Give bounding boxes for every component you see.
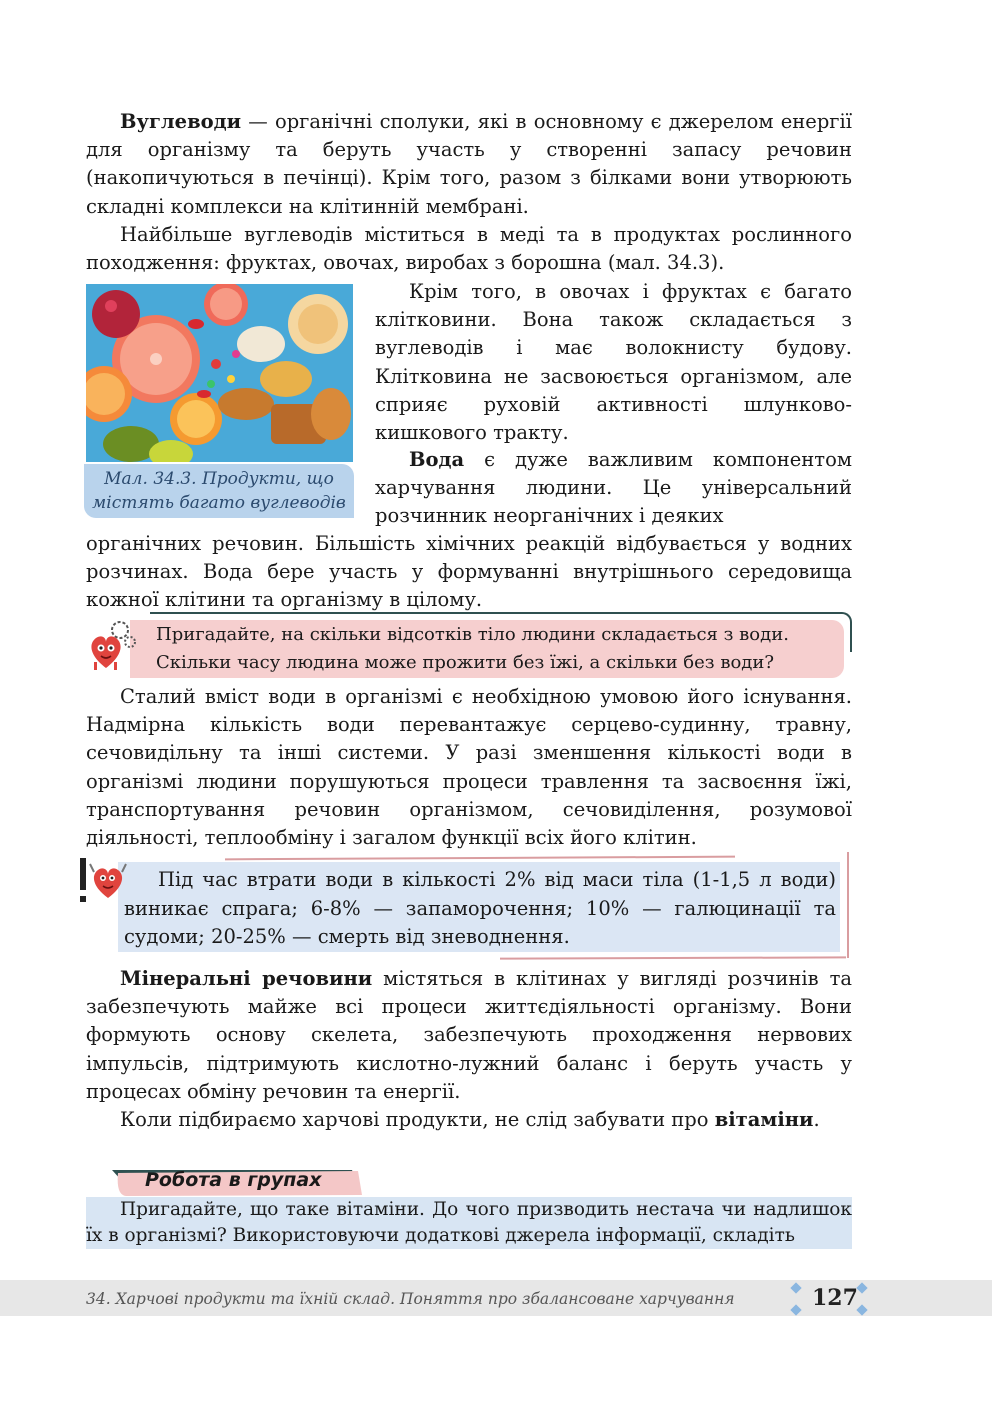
paragraph-water-intro: Вода є дуже важливим компонентом харчування людини. Це універсальний розчинник неорганічних і деяких — [375, 448, 852, 528]
paragraph-carbohydrates: Вуглеводи — органічні сполуки, які в основному є джерелом енергії для організму та беруть участь у створенні запасу речовин (накопичуються в печінці). Крім того, разом з білками вони утворюють складні комплекси на клітинній мембрані. — [86, 110, 852, 218]
paragraph-minerals: Мінеральні речовини містяться в клітинах у вигляді розчинів та забезпечують майже всі процеси життєдіяльності організму. Вони формують основу скелета, забезпечують проходження нервових імпульсів, підтримують кислотно-лужний баланс і беруть участь у процесах обміну речовин та енергії. — [86, 967, 852, 1103]
page-number: 127 — [812, 1285, 858, 1311]
recall-line-2: Скільки часу людина може прожити без їжі, а скільки без води? — [156, 652, 775, 673]
term-vitamins: вітаміни — [714, 1108, 814, 1131]
fact-line-top — [225, 856, 735, 861]
paragraph-vitamins: Коли підбираємо харчові продукти, не слід забувати про вітаміни. — [120, 1108, 820, 1131]
paragraph-carb-sources: Найбільше вуглеводів міститься в меді та в продуктах рослинного походження: фруктах, овочах, виробах з борошна (мал. 34.3). — [86, 223, 852, 275]
paragraph-fiber: Крім того, в овочах і фруктах є багато клітковини. Вона також складається з вуглеводів і має волокнисту будову. Клітковина не засвоюється організмом, але сприяє руховій активності шлунково-кишкового тракту. — [375, 280, 852, 445]
figure-caption: Мал. 34.3. Продукти, що містять багато вуглеводів — [84, 464, 354, 518]
footer-chapter-title: 34. Харчові продукти та їхній склад. Поняття про збалансоване харчування — [86, 1290, 735, 1308]
heart-mascot-icon — [84, 618, 140, 674]
group-work-text: Пригадайте, що таке вітаміни. До чого призводить нестача чи надлишок їх в організмі? Використовуючи додаткові джерела інформації, складіть — [86, 1199, 852, 1246]
recall-question — [156, 621, 846, 677]
fact-line-bottom — [500, 956, 846, 959]
term-water: Вода — [409, 448, 465, 471]
food-photo — [86, 284, 353, 462]
paragraph-water-continued: органічних речовин. Більшість хімічних реакцій відбувається у водних розчинах. Вода бере участь у формуванні внутрішнього середовища кожної клітини та організму в цілому. — [86, 532, 852, 612]
term-carbohydrates: Вуглеводи — [120, 110, 242, 133]
term-minerals: Мінеральні речовини — [120, 967, 373, 990]
recall-line-1: Пригадайте, на скільки відсотків тіло людини складається з води. — [156, 624, 789, 645]
paragraph-water-balance: Сталий вміст води в організмі є необхідною умовою його існування. Надмірна кількість води перевантажує серцево-судинну, травну, сечовидільну та інші системи. У разі зменшення кількості води в організмі людини порушуються процеси травлення та засвоєння їжі, транспортування речовин організмом, сечовиділення, розумової діяльності, теплообміну і загалом функції всіх його клітин. — [86, 685, 852, 850]
fact-text: Під час втрати води в кількості 2% від маси тіла (1-1,5 л води) виникає спрага; 6-8% — запаморочення; 10% — галюцинації та судоми; 20-25% — смерть від зневоднення. — [124, 868, 836, 948]
food-illustration — [86, 284, 353, 462]
fact-line-right — [847, 852, 849, 958]
group-work-title: Робота в групах — [145, 1169, 322, 1191]
exclamation-heart-icon — [72, 854, 130, 904]
